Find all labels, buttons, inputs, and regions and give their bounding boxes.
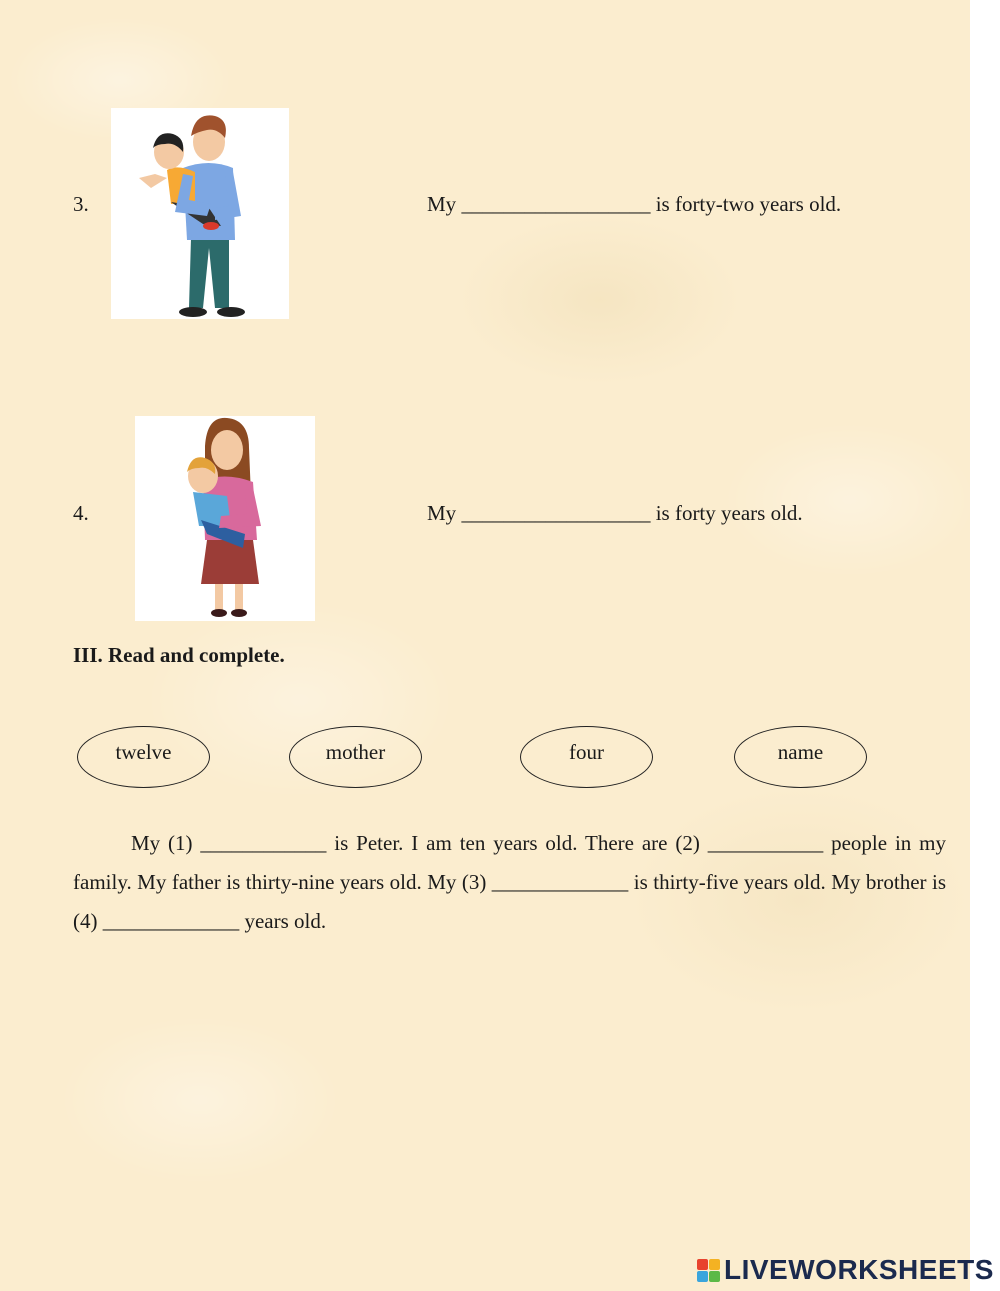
item-3-blank[interactable]: __________________: [461, 192, 651, 216]
item-4-end: is forty years old.: [655, 501, 803, 525]
item-3-sentence: [427, 194, 841, 215]
item-3-end: is forty-two years old.: [655, 192, 842, 216]
paragraph-text: My (1) ____________ is Peter. I am ten years old. There are (2) ___________ people in my family. My father is thirty-nine years old. My (3) _____________ is thirty-five years old. My brother is (4) _____________ years old.: [73, 831, 946, 933]
item-4-start: My: [427, 501, 457, 525]
word-bank-mother[interactable]: mother: [289, 726, 422, 788]
item-3-number: 3.: [73, 192, 89, 216]
mother-holding-baby-picture: [135, 416, 315, 621]
logo-blocks-icon: [697, 1259, 720, 1282]
word-bank-twelve[interactable]: twelve: [77, 726, 210, 788]
word-bank-name[interactable]: name: [734, 726, 867, 788]
liveworksheets-logo: [697, 1254, 994, 1286]
reading-paragraph: [73, 824, 946, 941]
item-4-sentence: [427, 503, 803, 524]
logo-block-red: [697, 1259, 708, 1270]
logo-block-yellow: [709, 1259, 720, 1270]
section-heading: III. Read and complete.: [73, 643, 285, 667]
father-holding-son-picture: [111, 108, 289, 319]
logo-text: LIVEWORKSHEETS: [724, 1254, 994, 1285]
logo-block-blue: [697, 1271, 708, 1282]
item-3-start: My: [427, 192, 457, 216]
item-4-number: 4.: [73, 501, 89, 525]
word-bank-four[interactable]: four: [520, 726, 653, 788]
item-4-blank[interactable]: __________________: [461, 501, 651, 525]
logo-block-green: [709, 1271, 720, 1282]
